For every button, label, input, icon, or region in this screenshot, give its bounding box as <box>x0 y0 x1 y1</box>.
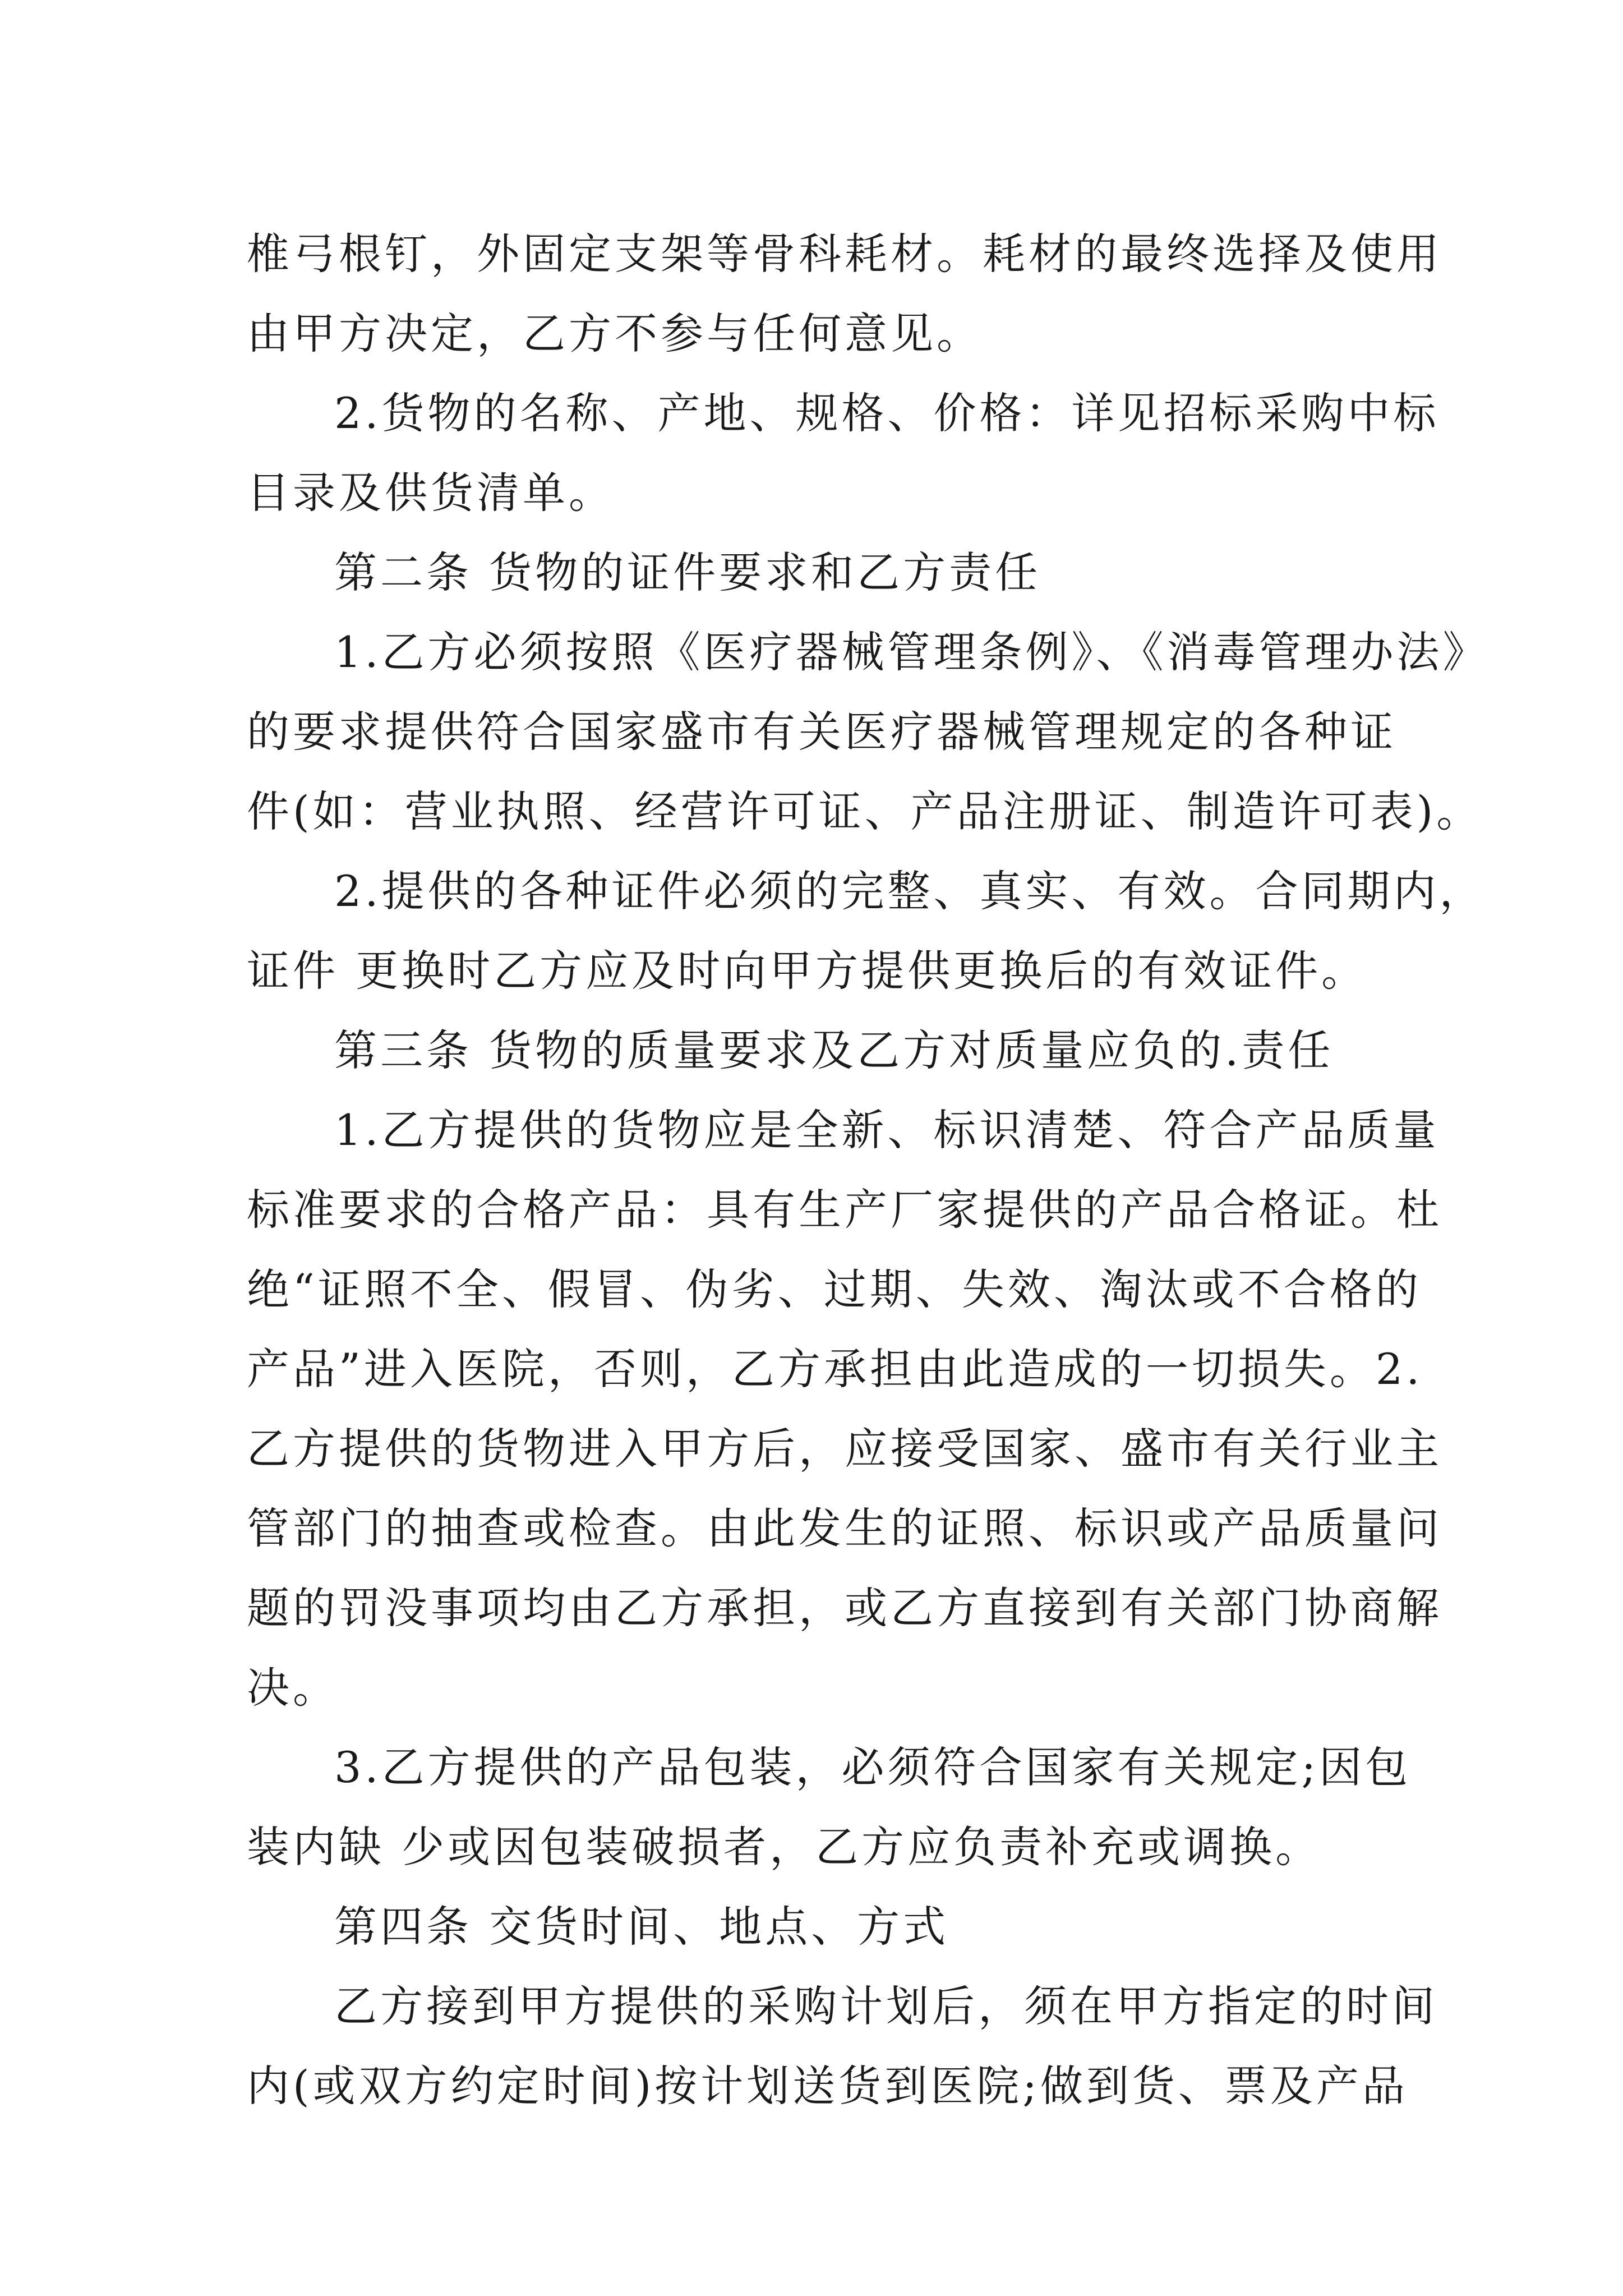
text-line: 乙方接到甲方提供的采购计划后，须在甲方指定的时间 <box>334 1981 1438 2031</box>
text-line: 1.乙方必须按照《医疗器械管理条例》、《消毒管理办法》 <box>334 627 1489 677</box>
text-line: 3.乙方提供的产品包装，必须符合国家有关规定;因包 <box>334 1742 1412 1792</box>
text-line: 2.提供的各种证件必须的完整、真实、有效。合同期内， <box>334 866 1486 916</box>
text-line: 1.乙方提供的货物应是全新、标识清楚、符合产品质量 <box>334 1105 1440 1155</box>
text-line: 装内缺 少或因包装破损者，乙方应负责补充或调换。 <box>247 1822 1322 1872</box>
text-line: 决。 <box>247 1663 339 1713</box>
text-line: 标准要求的合格产品：具有生产厂家提供的产品合格证。杜 <box>247 1185 1442 1235</box>
text-line: 由甲方决定，乙方不参与任何意见。 <box>247 309 983 358</box>
text-line: 的要求提供符合国家盛市有关医疗器械管理规定的各种证 <box>247 707 1396 757</box>
text-line: 证件 更换时乙方应及时向甲方提供更换后的有效证件。 <box>247 946 1368 996</box>
document-page <box>247 214 1489 2126</box>
text-line: 题的罚没事项均由乙方承担，或乙方直接到有关部门协商解 <box>247 1583 1442 1633</box>
text-line: 第二条 货物的证件要求和乙方责任 <box>334 547 1041 597</box>
text-line: 第三条 货物的质量要求及乙方对质量应负的.责任 <box>334 1025 1334 1075</box>
text-line: 目录及供货清单。 <box>247 468 615 518</box>
text-line: 绝“证照不全、假冒、伪劣、过期、失效、淘汰或不合格的 <box>247 1264 1422 1314</box>
text-line: 乙方提供的货物进入甲方后，应接受国家、盛市有关行业主 <box>247 1424 1442 1474</box>
text-line: 产品”进入医院，否则，乙方承担由此造成的一切损失。2. <box>247 1344 1423 1394</box>
text-line: 管部门的抽查或检查。由此发生的证照、标识或产品质量问 <box>247 1503 1442 1553</box>
text-line: 2.货物的名称、产地、规格、价格：详见招标采购中标 <box>334 388 1440 438</box>
text-line: 内(或双方约定时间)按计划送货到医院;做到货、票及产品 <box>247 2061 1408 2111</box>
text-line: 件(如：营业执照、经营许可证、产品注册证、制造许可表)。 <box>247 786 1483 836</box>
text-line: 椎弓根钉，外固定支架等骨科耗材。耗材的最终选择及使用 <box>247 229 1442 279</box>
text-line: 第四条 交货时间、地点、方式 <box>334 1902 949 1952</box>
